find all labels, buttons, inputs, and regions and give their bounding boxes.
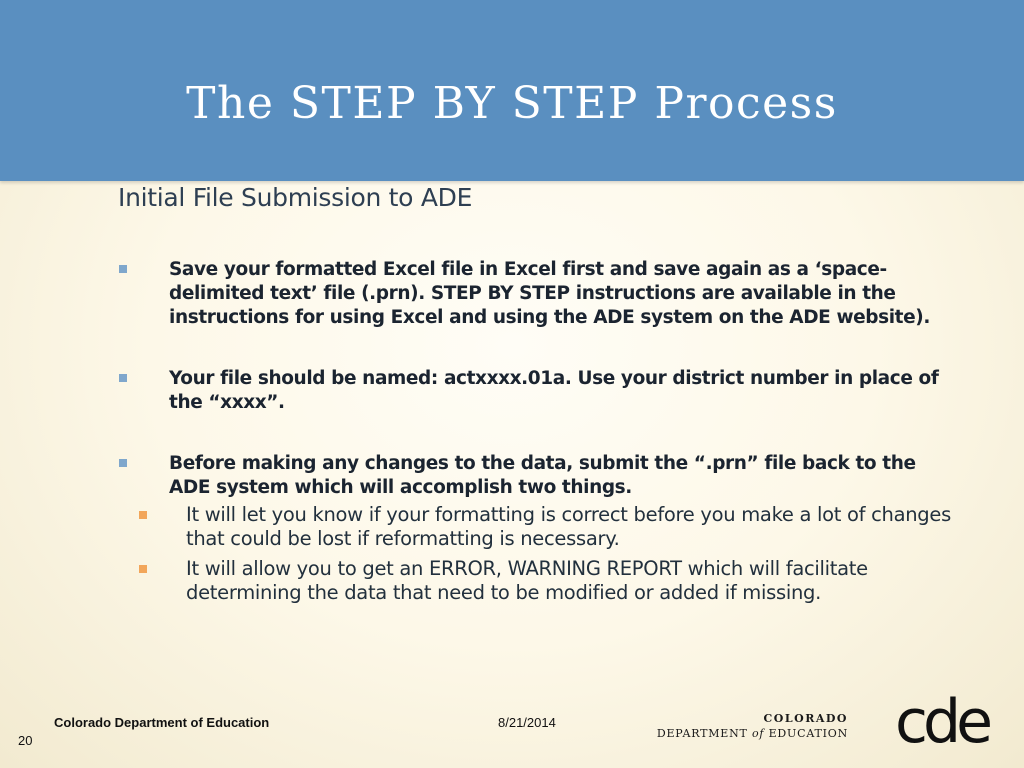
logo-department-word: DEPARTMENT: [656, 727, 748, 740]
title-bar: [0, 0, 1024, 181]
slide-title: The STEP BY STEP Process: [186, 78, 838, 129]
sub-bullet-item: [118, 557, 958, 605]
bullet-text: Your file should be named: actxxxx.01a. Use your district number in place of the “xxxx”.: [169, 368, 939, 413]
logo-of-word: of: [752, 727, 765, 740]
logo-colorado-text: COLORADO: [763, 712, 848, 725]
sub-bullet-text: It will let you know if your formatting is correct before you make a lot of changes that could be lost if reformatting is necessary.: [186, 503, 951, 550]
cde-logo: [656, 687, 993, 757]
square-bullet-icon: [119, 265, 127, 273]
square-bullet-icon: [119, 459, 127, 467]
sub-bullet-item: [118, 503, 958, 551]
bullet-text: Before making any changes to the data, submit the “.prn” file back to the ADE system which will accomplish two things.: [169, 453, 916, 498]
square-bullet-icon: [119, 374, 127, 382]
bullet-text: Save your formatted Excel file in Excel first and save again as a ‘space-delimited text’ file (.prn). STEP BY STEP instructions are available in the instructions for using Excel and using the ADE system on the ADE website).: [169, 259, 930, 328]
cde-logo-mark: cde: [895, 687, 988, 757]
logo-department-text: [657, 727, 848, 740]
square-bullet-icon: [139, 511, 147, 519]
logo-education-word: EDUCATION: [768, 727, 848, 740]
page-number: 20: [18, 733, 33, 748]
sub-bullet-list: [118, 503, 958, 605]
sub-bullet-text: It will allow you to get an ERROR, WARNING REPORT which will facilitate determining the data that need to be modified or added if missing.: [186, 557, 868, 604]
footer-organization: Colorado Department of Education: [54, 715, 270, 730]
footer-date: 8/21/2014: [498, 715, 556, 730]
bullet-item: [118, 258, 958, 330]
bullet-list: [118, 258, 958, 611]
bullet-item: [118, 367, 958, 415]
square-bullet-icon: [139, 565, 147, 573]
bullet-item: [118, 452, 958, 500]
slide-subtitle: Initial File Submission to ADE: [118, 183, 473, 212]
